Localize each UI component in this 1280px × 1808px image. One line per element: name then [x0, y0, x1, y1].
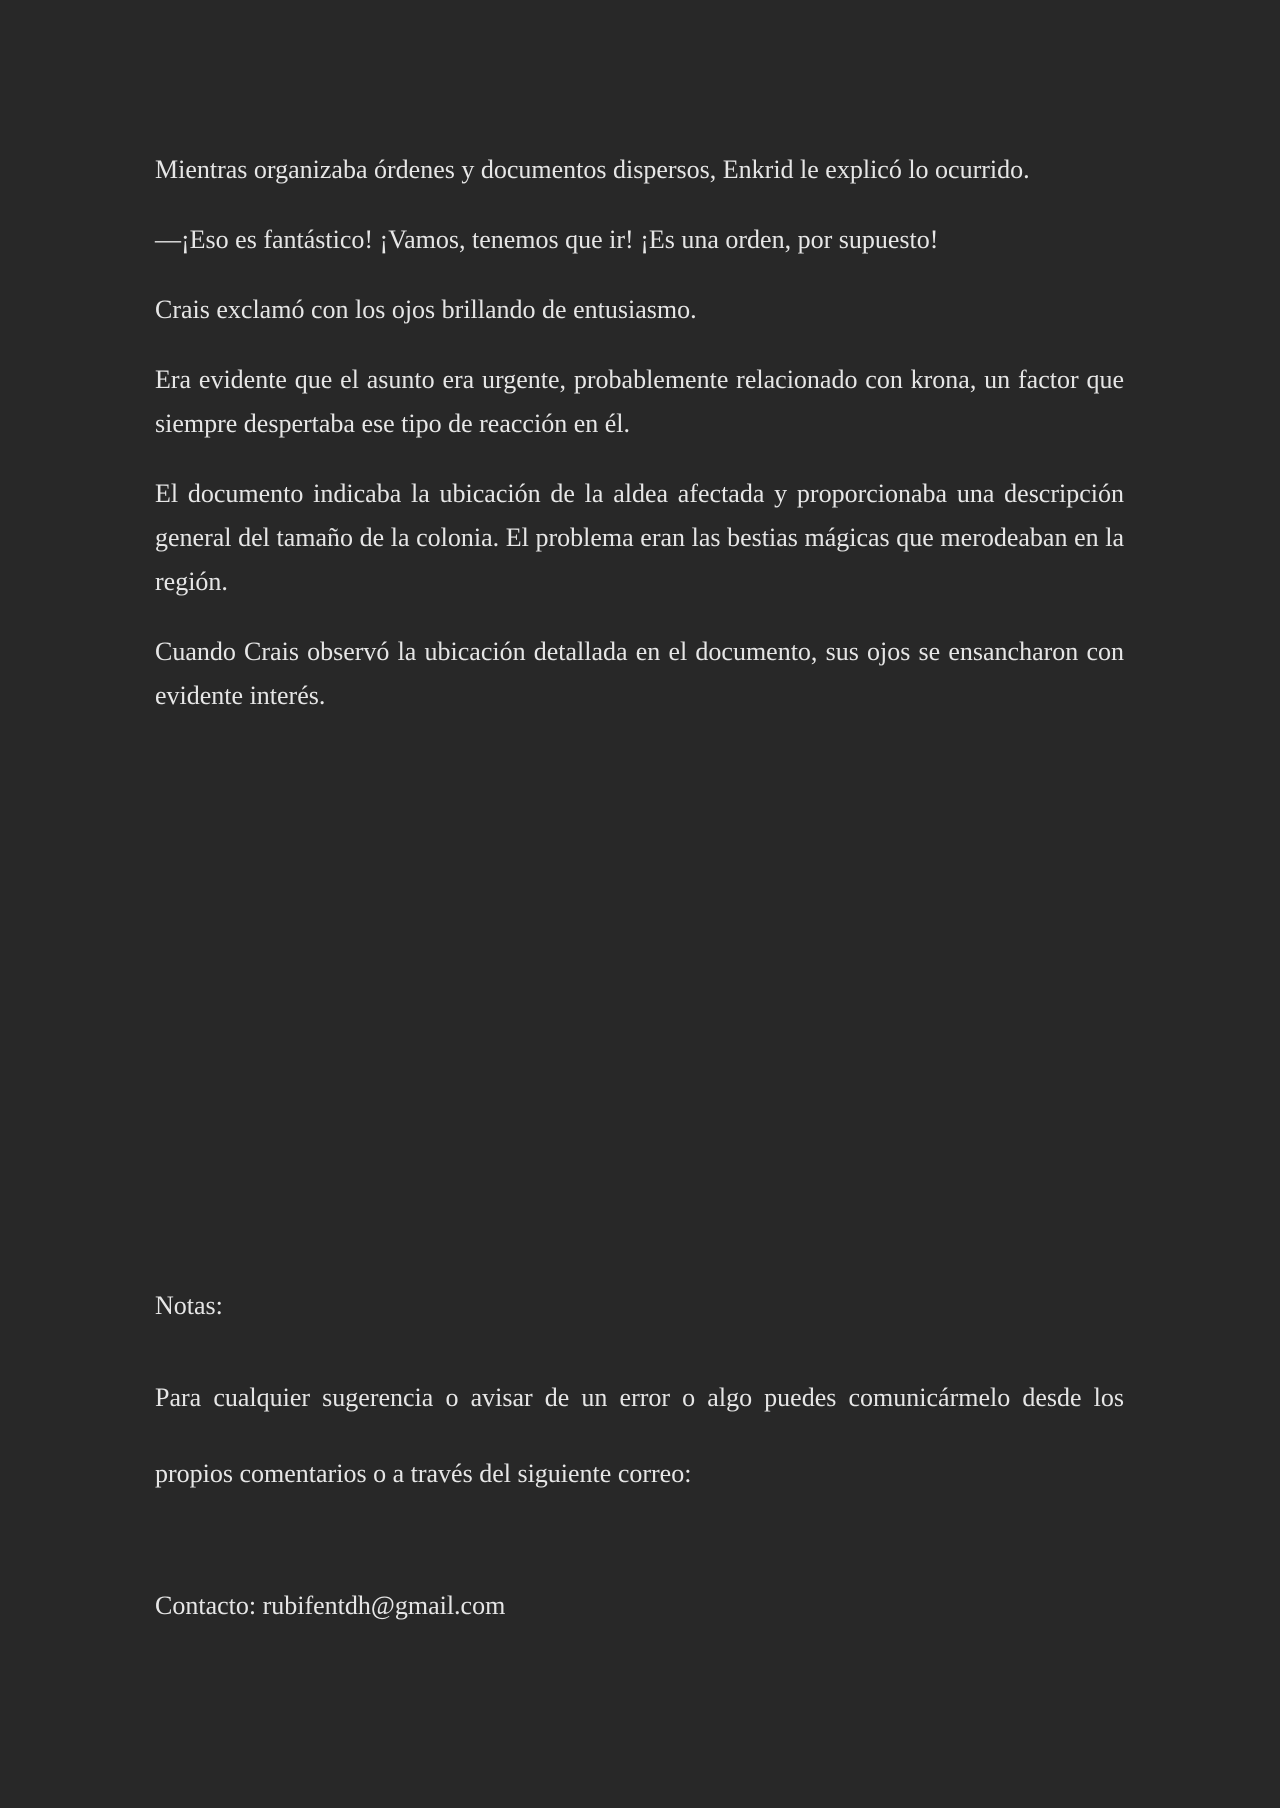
story-paragraph: Era evidente que el asunto era urgente, probablemente relacionado con krona, un factor que siempre despertaba ese tipo de reacción en él.	[155, 365, 1124, 438]
story-text	[155, 148, 1124, 744]
notes-title: Notas:	[155, 1291, 223, 1320]
contact-email[interactable]: Contacto: rubifentdh@gmail.com	[155, 1591, 506, 1620]
story-paragraph: —¡Eso es fantástico! ¡Vamos, tenemos que ir! ¡Es una orden, por supuesto!	[155, 225, 939, 254]
story-paragraph: Mientras organizaba órdenes y documentos dispersos, Enkrid le explicó lo ocurrido.	[155, 155, 1030, 184]
story-paragraph: Cuando Crais observó la ubicación detallada en el documento, sus ojos se ensancharon con evidente interés.	[155, 637, 1124, 710]
story-paragraph: Crais exclamó con los ojos brillando de entusiasmo.	[155, 295, 697, 324]
story-paragraph: El documento indicaba la ubicación de la aldea afectada y proporcionaba una descripción general del tamaño de la colonia. El problema eran las bestias mágicas que merodeaban en la región.	[155, 479, 1124, 596]
translator-notes	[155, 1288, 1124, 1624]
notes-body: Para cualquier sugerencia o avisar de un error o algo puedes comunicármelo desde los propios comentarios o a través del siguiente correo:	[155, 1383, 1124, 1488]
